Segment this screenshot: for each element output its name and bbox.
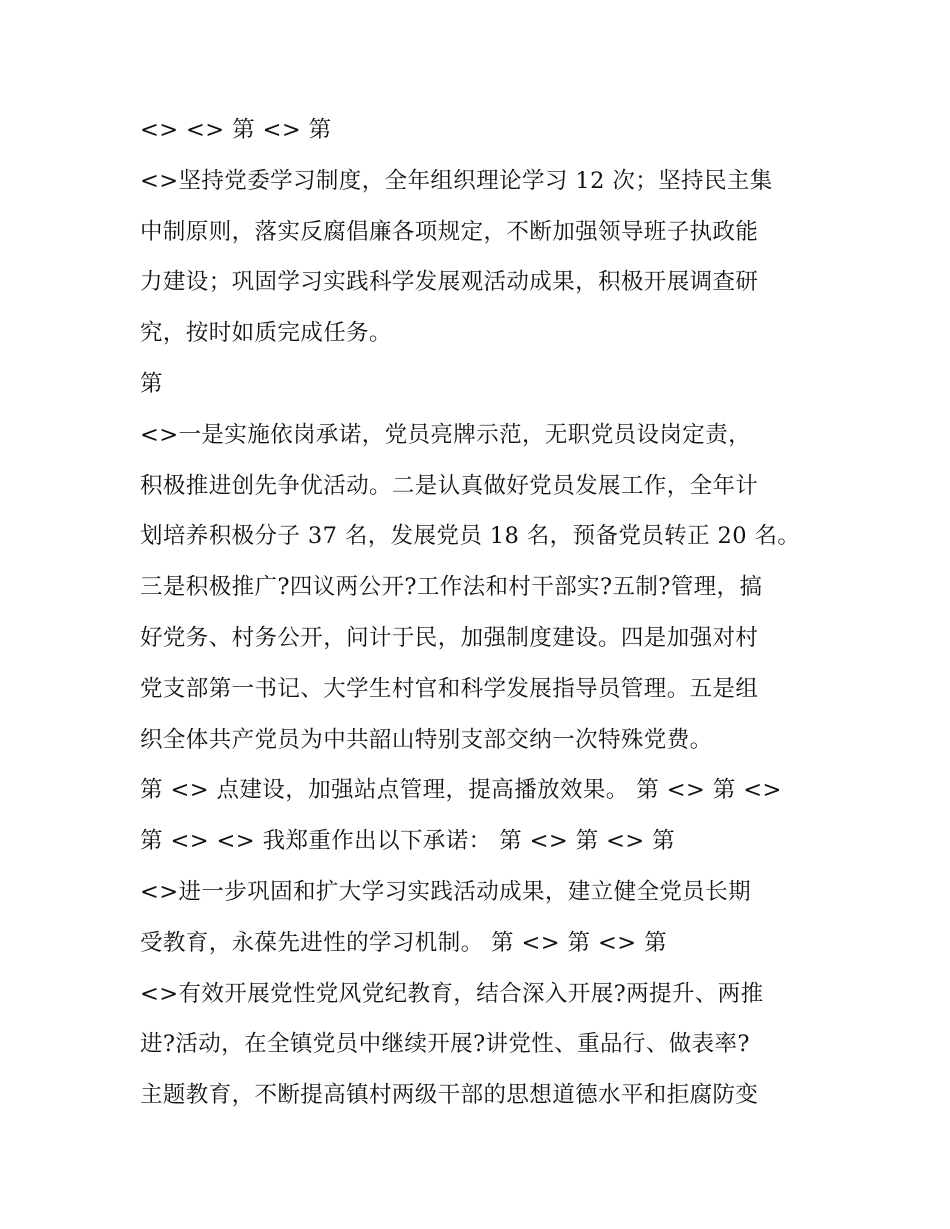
text-line: 党支部第一书记、大学生村官和科学发展指导员管理。五是组 <box>140 675 759 702</box>
text-line: 进?活动，在全镇党员中继续开展?讲党性、重品行、做表率? <box>140 1031 750 1058</box>
document-body <box>140 105 820 1121</box>
text-line: 第 <> <> 我郑重作出以下承诺： 第 <> 第 <> 第 <box>140 828 676 855</box>
text-line: <> <> 第 <> 第 <box>140 117 332 143</box>
text-line: 积极推进创先争优活动。二是认真做好党员发展工作，全年计 <box>140 472 759 499</box>
text-line: 受教育，永葆先进性的学习机制。 第 <> 第 <> 第 <box>140 929 667 956</box>
text-line: <>一是实施依岗承诺，党员亮牌示范，无职党员设岗定责， <box>140 421 752 448</box>
text-line: 第 <box>140 370 163 397</box>
text-line: 中制原则，落实反腐倡廉各项规定，不断加强领导班子执政能 <box>140 218 759 245</box>
text-line: <>进一步巩固和扩大学习实践活动成果，建立健全党员长期 <box>140 878 752 905</box>
text-line: <>有效开展党性党风党纪教育，结合深入开展?两提升、两推 <box>140 980 764 1007</box>
text-line: 主题教育，不断提高镇村两级干部的思想道德水平和拒腐防变 <box>140 1082 759 1109</box>
text-line: 划培养积极分子 37 名，发展党员 18 名，预备党员转正 20 名。 <box>140 523 801 550</box>
text-line: <>坚持党委学习制度，全年组织理论学习 12 次；坚持民主集 <box>140 167 773 194</box>
text-line: 好党务、村务公开，问计于民，加强制度建设。四是加强对村 <box>140 624 759 651</box>
text-line: 三是积极推广?四议两公开?工作法和村干部实?五制?管理，搞 <box>140 574 763 601</box>
text-line: 究，按时如质完成任务。 <box>140 320 392 347</box>
text-line: 第 <> 点建设，加强站点管理，提高播放效果。 第 <> 第 <> <box>140 777 782 804</box>
text-line: 织全体共产党员为中共韶山特别支部交纳一次特殊党费。 <box>140 726 713 753</box>
text-line: 力建设；巩固学习实践科学发展观活动成果，积极开展调查研 <box>140 269 759 296</box>
